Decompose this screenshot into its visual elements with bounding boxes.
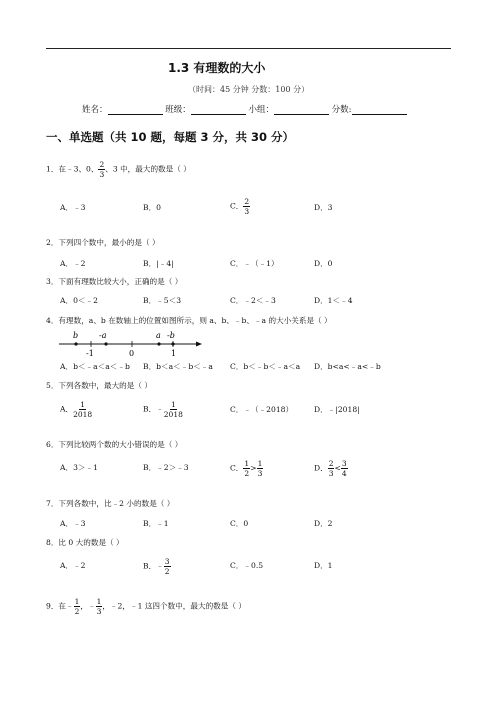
q6-option-c[interactable]: C． $\frac{1}{2}$ > $\frac{1}{3}$ — [230, 459, 263, 478]
question-1: 1．在﹣3、0、 $\frac{2}{3}$ 、3 中，最大的数是（ ） — [46, 160, 191, 179]
q6-option-b[interactable]: B．﹣2＞﹣3 — [143, 463, 189, 472]
score-label: 分数: — [331, 105, 352, 115]
q6-option-d[interactable]: D． $\frac{2}{3}$ < $\frac{3}{4}$ — [314, 459, 347, 478]
q3-option-b[interactable]: B．﹣5＜3 — [143, 296, 182, 305]
axis-label-neg-b: -b — [167, 331, 175, 340]
question-6: 6．下列比较两个数的大小错误的是（ ） — [46, 440, 183, 449]
student-info-row — [82, 103, 407, 115]
q2-option-a[interactable]: A．﹣2 — [60, 259, 86, 268]
q7-option-c[interactable]: C．0 — [230, 519, 249, 528]
q8-option-b[interactable]: B．﹣ $\frac{3}{2}$ — [143, 557, 170, 576]
question-2: 2．下列四个数中，最小的是（ ） — [46, 238, 160, 247]
q1-option-a[interactable]: A．﹣3 — [60, 203, 86, 212]
question-9: 9．在﹣ $\frac{1}{2}$ ，﹣ $\frac{1}{3}$ ，﹣2，﹣1 这四个数中，最大的数是（ ） — [46, 597, 246, 616]
q2-option-c[interactable]: C．﹣（﹣1） — [230, 259, 279, 268]
q4-option-b[interactable]: B．b＜a＜﹣b＜﹣a — [143, 362, 213, 371]
tick-label-0: 0 — [129, 349, 135, 358]
q5-option-d[interactable]: D．﹣|2018| — [314, 405, 360, 414]
tick-label-neg1: -1 — [86, 349, 94, 358]
q5-option-b[interactable]: B．﹣ $\frac{1}{2018}$ — [143, 400, 183, 419]
q8-option-c[interactable]: C．﹣0.5 — [230, 561, 264, 570]
q2-option-d[interactable]: D．0 — [314, 259, 333, 268]
q8-option-a[interactable]: A．﹣2 — [60, 561, 86, 570]
q8-option-d[interactable]: D．1 — [314, 561, 333, 570]
q1-option-c[interactable]: C． $\frac{2}{3}$ — [230, 197, 250, 216]
class-label: 班级： — [165, 105, 191, 115]
q2-option-b[interactable]: B．|﹣4| — [143, 259, 174, 268]
class-field[interactable] — [191, 105, 246, 115]
q3-option-d[interactable]: D．1＜﹣4 — [314, 296, 353, 305]
q7-option-b[interactable]: B．﹣1 — [143, 519, 169, 528]
question-4: 4．有理数，a、b 在数轴上的位置如图所示，则 a、b、﹣b、﹣a 的大小关系是（ ） — [46, 316, 332, 325]
page-title: 1.3 有理数的大小 — [168, 61, 266, 75]
q7-option-a[interactable]: A．﹣3 — [60, 519, 86, 528]
top-rule — [46, 48, 451, 49]
axis-label-neg-a: -a — [99, 331, 107, 340]
q7-option-d[interactable]: D．2 — [314, 519, 333, 528]
q6-option-a[interactable]: A．3＞﹣1 — [60, 463, 98, 472]
number-line — [56, 330, 206, 360]
q4-option-a[interactable]: A．b＜﹣a＜a＜﹣b — [60, 362, 130, 371]
name-field[interactable] — [108, 105, 163, 115]
q1-option-b[interactable]: B．0 — [143, 203, 162, 212]
score-field[interactable] — [352, 105, 407, 115]
question-7: 7．下列各数中，比﹣2 小的数是（ ） — [46, 499, 175, 508]
q4-option-c[interactable]: C．b＜﹣b＜﹣a＜a — [230, 362, 301, 371]
question-8: 8．比 0 大的数是（ ） — [46, 538, 124, 547]
group-field[interactable] — [274, 105, 329, 115]
group-label: 小组： — [248, 105, 274, 115]
question-3: 3．下面有理数比较大小，正确的是（ ） — [46, 277, 183, 286]
q5-option-a[interactable]: A． $\frac{1}{2018}$ — [60, 400, 93, 419]
q4-option-d[interactable]: D．b<a<﹣a<﹣b — [314, 362, 381, 371]
q1-option-d[interactable]: D．3 — [314, 203, 333, 212]
q5-option-c[interactable]: C．﹣（﹣2018） — [230, 405, 294, 414]
fraction: $\frac{2}{3}$ — [99, 160, 105, 179]
q3-option-c[interactable]: C．﹣2＜﹣3 — [230, 296, 276, 305]
page-subtitle: （时间：45 分钟 分数：100 分） — [188, 85, 310, 94]
section-heading: 一、单选题（共 10 题，每题 3 分，共 30 分） — [46, 130, 295, 144]
name-label: 姓名： — [82, 105, 108, 115]
question-5: 5．下列各数中，最大的是（ ） — [46, 381, 152, 390]
axis-label-b: b — [73, 331, 79, 340]
axis-label-a: a — [156, 331, 161, 340]
q3-option-a[interactable]: A．0＜﹣2 — [60, 296, 98, 305]
tick-label-1: 1 — [171, 349, 177, 358]
